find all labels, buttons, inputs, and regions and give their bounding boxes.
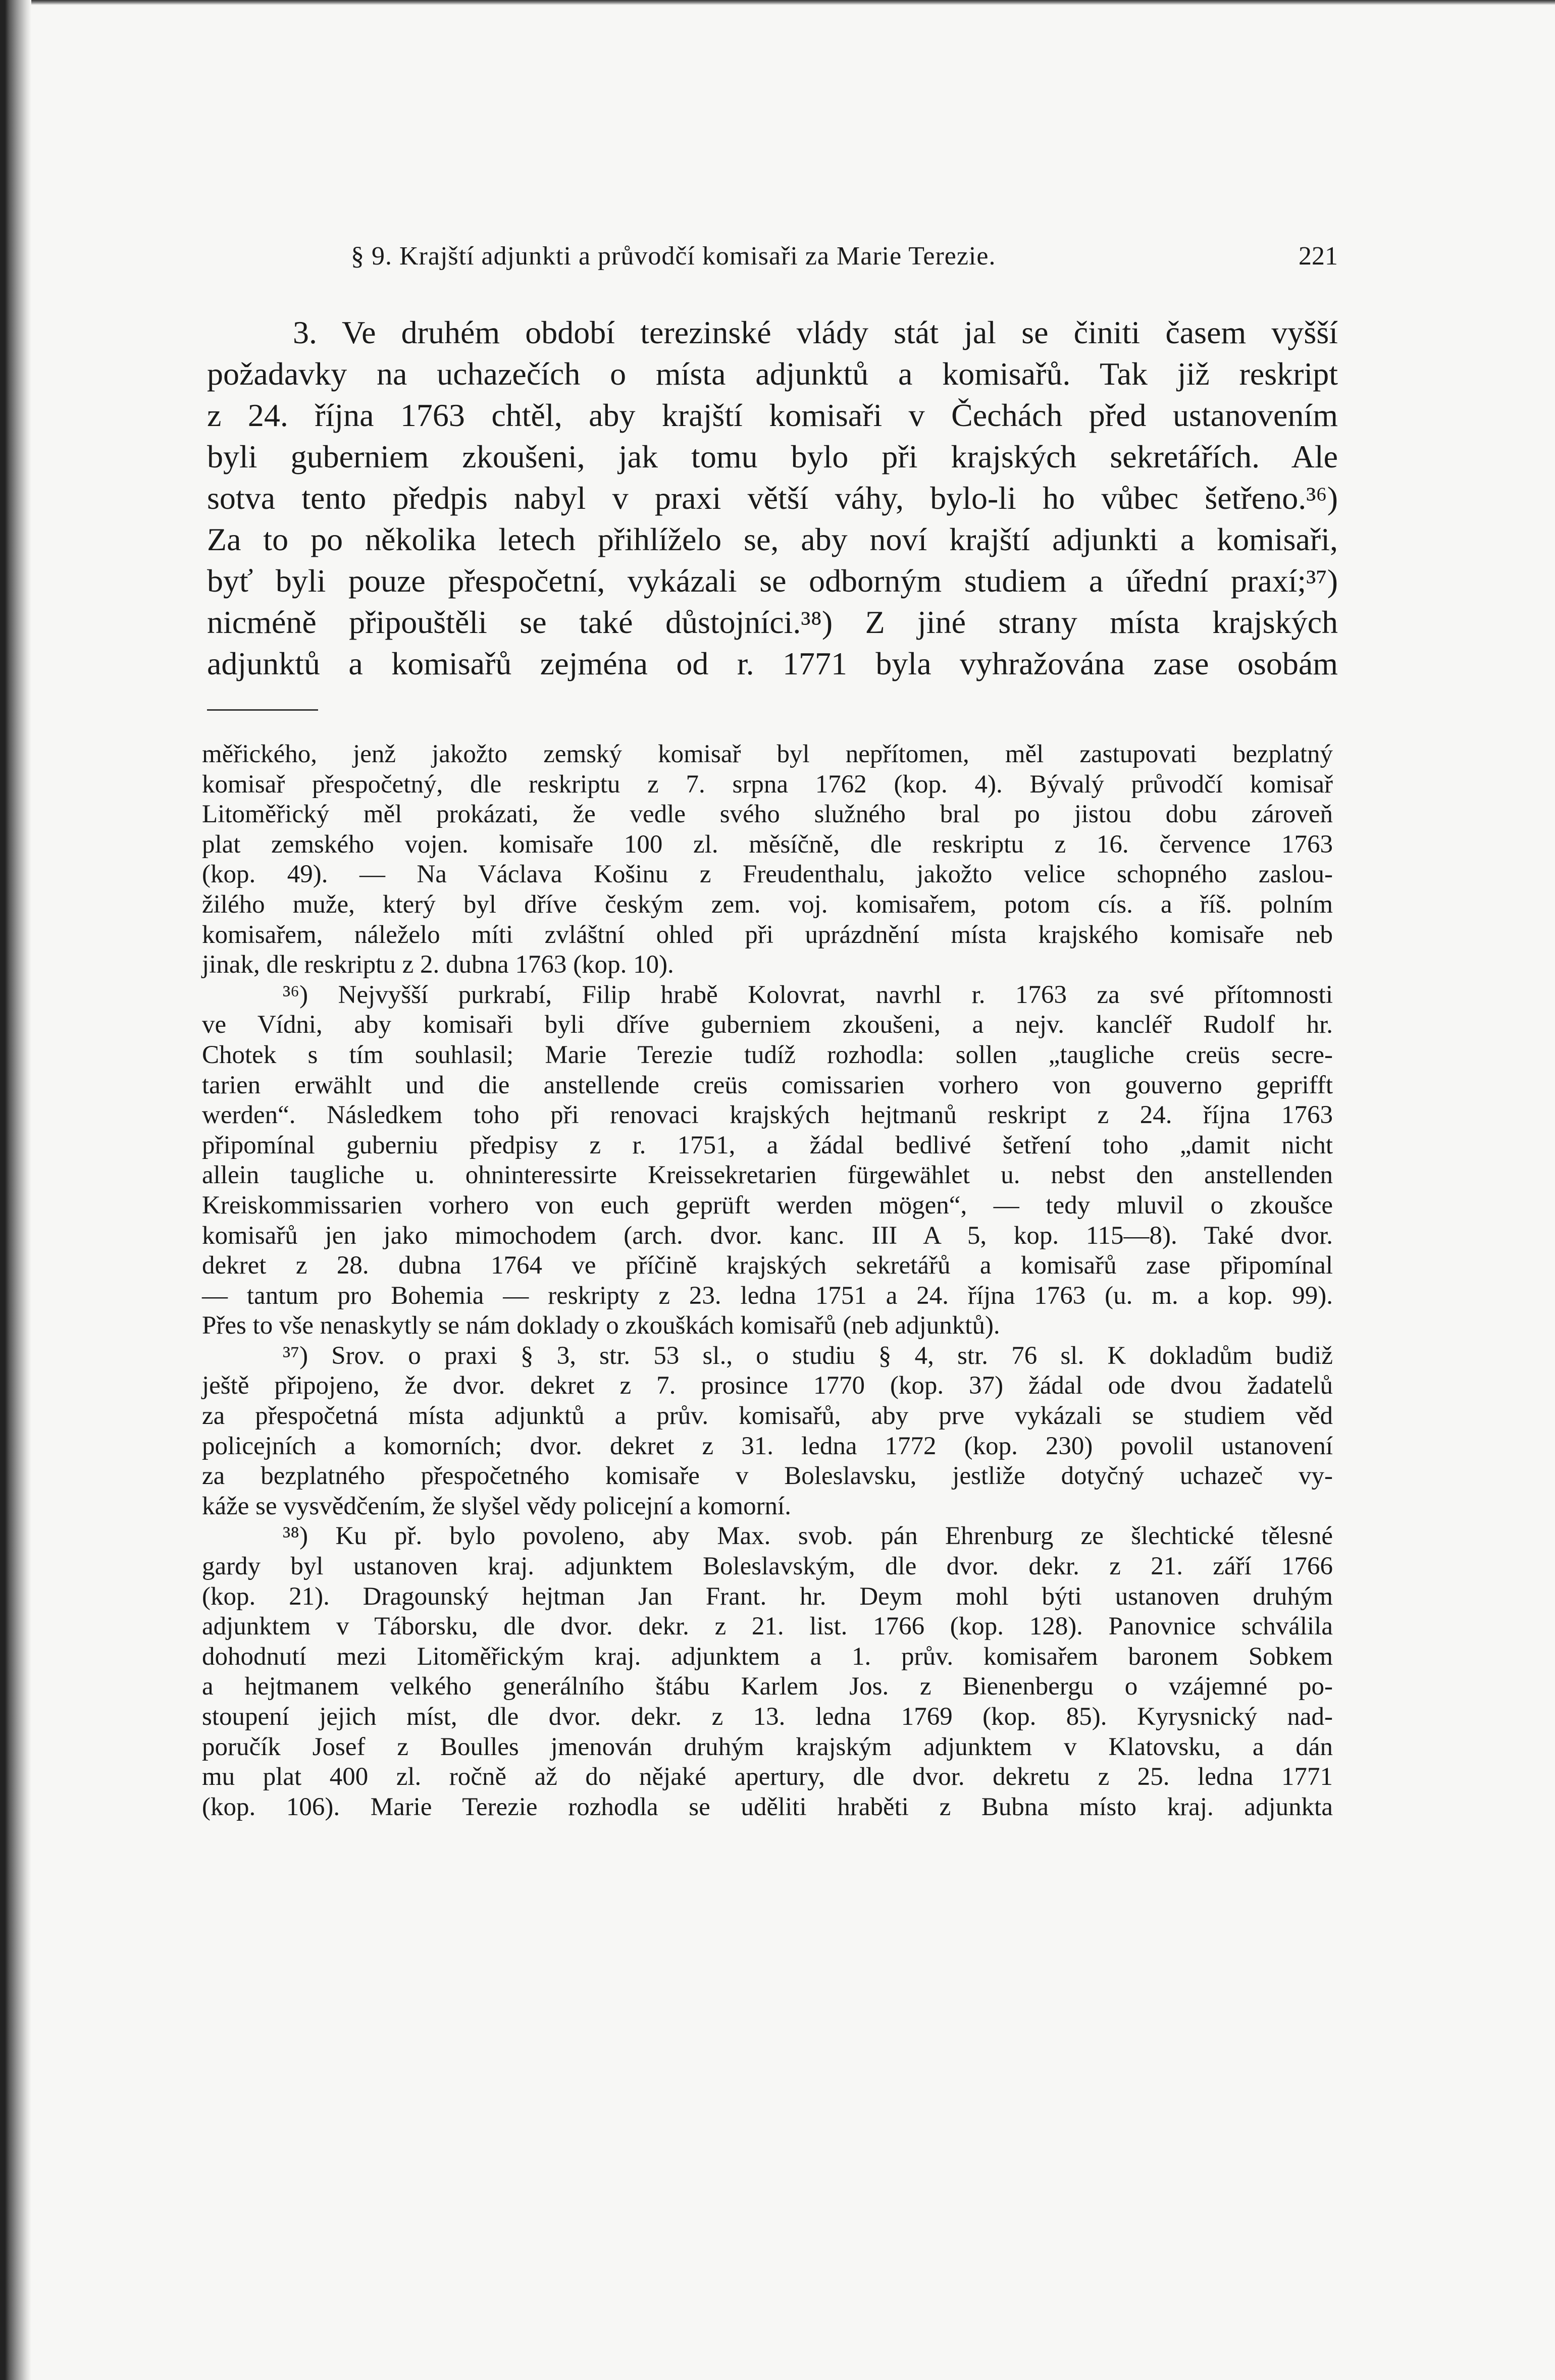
main-text-line: nicméně připouštěli se také důstojníci.³⁸) Z jiné strany místa krajských — [207, 604, 1338, 640]
footnote-line: za bezplatného přespočetného komisaře v Boleslavsku, jestliže dotyčný uchazeč vy- — [202, 1462, 1333, 1491]
footnote-line: ještě připojeno, že dvor. dekret z 7. prosince 1770 (kop. 37) žádal ode dvou žadatelů — [202, 1371, 1333, 1400]
footnote-line: komisař přespočetný, dle reskriptu z 7. srpna 1762 (kop. 4). Bývalý průvodčí komisař — [202, 770, 1333, 799]
footnote-line: Chotek s tím souhlasil; Marie Terezie tudíž rozhodla: sollen „taugliche creüs secre- — [202, 1040, 1333, 1069]
footnote-line: měřického, jenž jakožto zemský komisař byl nepřítomen, měl zastupovati bezplatný — [202, 740, 1333, 768]
footnote-line: Litoměřický měl prokázati, že vedle svého služného bral po jistou dobu zároveň — [202, 800, 1333, 829]
footnote-line: káže se vysvědčením, že slyšel vědy policejní a komorní. — [202, 1492, 791, 1520]
footnote-line: tarien erwählt und die anstellende creüs comissarien vorhero von gouverno geprifft — [202, 1071, 1333, 1099]
footnote-36-start: ³⁶) Nejvyšší purkrabí, Filip hrabě Kolovrat, navrhl r. 1763 za své přítomnosti — [283, 980, 1333, 1009]
scan-edge-left — [0, 0, 31, 2380]
main-text-line: Za to po několika letech přihlíželo se, aby noví krajští adjunkti a komisaři, — [207, 521, 1338, 557]
footnote-line: jinak, dle reskriptu z 2. dubna 1763 (kop. 10). — [202, 950, 674, 979]
main-paragraph — [207, 312, 1338, 684]
footnote-line: komisařem, náleželo míti zvláštní ohled při uprázdnění místa krajského komisaře neb — [202, 920, 1333, 949]
header-title: § 9. Krajští adjunkti a průvodčí komisaři za Marie Terezie. — [351, 242, 996, 271]
footnote-line: werden“. Následkem toho při renovaci krajských hejtmanů reskript z 24. října 1763 — [202, 1101, 1333, 1130]
footnote-line: (kop. 49). — Na Václava Košinu z Freudenthalu, jakožto velice schopného zaslou- — [202, 860, 1333, 889]
footnote-line: mu plat 400 zl. ročně až do nějaké apertury, dle dvor. dekretu z 25. ledna 1771 — [202, 1763, 1333, 1791]
footnote-line: dekret z 28. dubna 1764 ve příčině krajských sekretářů a komisařů zase připomínal — [202, 1251, 1333, 1280]
footnote-38-start: ³⁸) Ku př. bylo povoleno, aby Max. svob. pán Ehrenburg ze šlechtické tělesné — [283, 1522, 1333, 1551]
footnote-line: komisařů jen jako mimochodem (arch. dvor. kanc. III A 5, kop. 115—8). Také dvor. — [202, 1221, 1333, 1250]
footnote-line: (kop. 21). Dragounský hejtman Jan Frant. hr. Deym mohl býti ustanoven druhým — [202, 1582, 1333, 1611]
footnote-line: žilého muže, který byl dříve českým zem. voj. komisařem, potom cís. a říš. polním — [202, 890, 1333, 919]
footnote-line: dohodnutí mezi Litoměřickým kraj. adjunktem a 1. prův. komisařem baronem Sobkem — [202, 1642, 1333, 1671]
footnote-line: policejních a komorních; dvor. dekret z 31. ledna 1772 (kop. 230) povolil ustanovení — [202, 1432, 1333, 1460]
footnote-line: Přes to vše nenaskytly se nám doklady o zkouškách komisařů (neb adjunktů). — [202, 1311, 1000, 1340]
footnote-line: připomínal guberniu předpisy z r. 1751, a žádal bedlivé šetření toho „damit nicht — [202, 1131, 1333, 1159]
running-header — [207, 237, 1338, 278]
footnote-line: ve Vídni, aby komisaři byli dříve guberniem zkoušeni, a nejv. kancléř Rudolf hr. — [202, 1011, 1333, 1039]
footnote-line: poručík Josef z Boulles jmenován druhým krajským adjunktem v Klatovsku, a dán — [202, 1732, 1333, 1761]
footnote-line: gardy byl ustanoven kraj. adjunktem Boleslavským, dle dvor. dekr. z 21. září 1766 — [202, 1552, 1333, 1581]
main-text-line: adjunktů a komisařů zejména od r. 1771 byla vyhražována zase osobám — [207, 646, 1338, 681]
footnote-line: stoupení jejich míst, dle dvor. dekr. z 13. ledna 1769 (kop. 85). Kyrysnický nad- — [202, 1703, 1333, 1731]
footnote-37-start: ³⁷) Srov. o praxi § 3, str. 53 sl., o studiu § 4, str. 76 sl. K dokladům budiž — [283, 1341, 1333, 1370]
main-text-line: byť byli pouze přespočetní, vykázali se odborným studiem a úřední praxí;³⁷) — [207, 563, 1338, 599]
footnote-divider — [207, 709, 318, 711]
main-text-line: z 24. října 1763 chtěl, aby krajští komisaři v Čechách před ustanovením — [207, 397, 1338, 433]
footnote-line: (kop. 106). Marie Terezie rozhodla se uděliti hraběti z Bubna místo kraj. adjunkta — [202, 1792, 1333, 1821]
main-text-line: požadavky na uchazečích o místa adjunktů a komisařů. Tak již reskript — [207, 356, 1338, 392]
footnote-line: — tantum pro Bohemia — reskripty z 23. ledna 1751 a 24. října 1763 (u. m. a kop. 99). — [202, 1281, 1333, 1310]
footnote-line: adjunktem v Táborsku, dle dvor. dekr. z 21. list. 1766 (kop. 128). Panovnice schválila — [202, 1612, 1333, 1641]
scan-edge-top — [0, 0, 1555, 5]
footnote-line: allein taugliche u. ohninteressirte Kreissekretarien fürgewählet u. nebst den anstellenden — [202, 1161, 1333, 1190]
main-text-line: byli guberniem zkoušeni, jak tomu bylo při krajských sekretářích. Ale — [207, 439, 1338, 474]
page-number: 221 — [1299, 242, 1338, 271]
main-text-line: sotva tento předpis nabyl v praxi větší váhy, bylo-li ho vůbec šetřeno.³⁶) — [207, 480, 1338, 516]
footnote-line: a hejtmanem velkého generálního štábu Karlem Jos. z Bienenbergu o vzájemné po- — [202, 1672, 1333, 1701]
footnotes — [202, 739, 1333, 1822]
footnote-line: Kreiskommissarien vorhero von euch geprüft werden mögen“, — tedy mluvil o zkoušce — [202, 1191, 1333, 1220]
footnote-line: za přespočetná místa adjunktů a prův. komisařů, aby prve vykázali se studiem věd — [202, 1402, 1333, 1431]
main-text-line: 3. Ve druhém období terezinské vlády stát jal se činiti časem vyšší — [293, 314, 1338, 350]
footnote-line: plat zemského vojen. komisaře 100 zl. měsíčně, dle reskriptu z 16. července 1763 — [202, 830, 1333, 859]
